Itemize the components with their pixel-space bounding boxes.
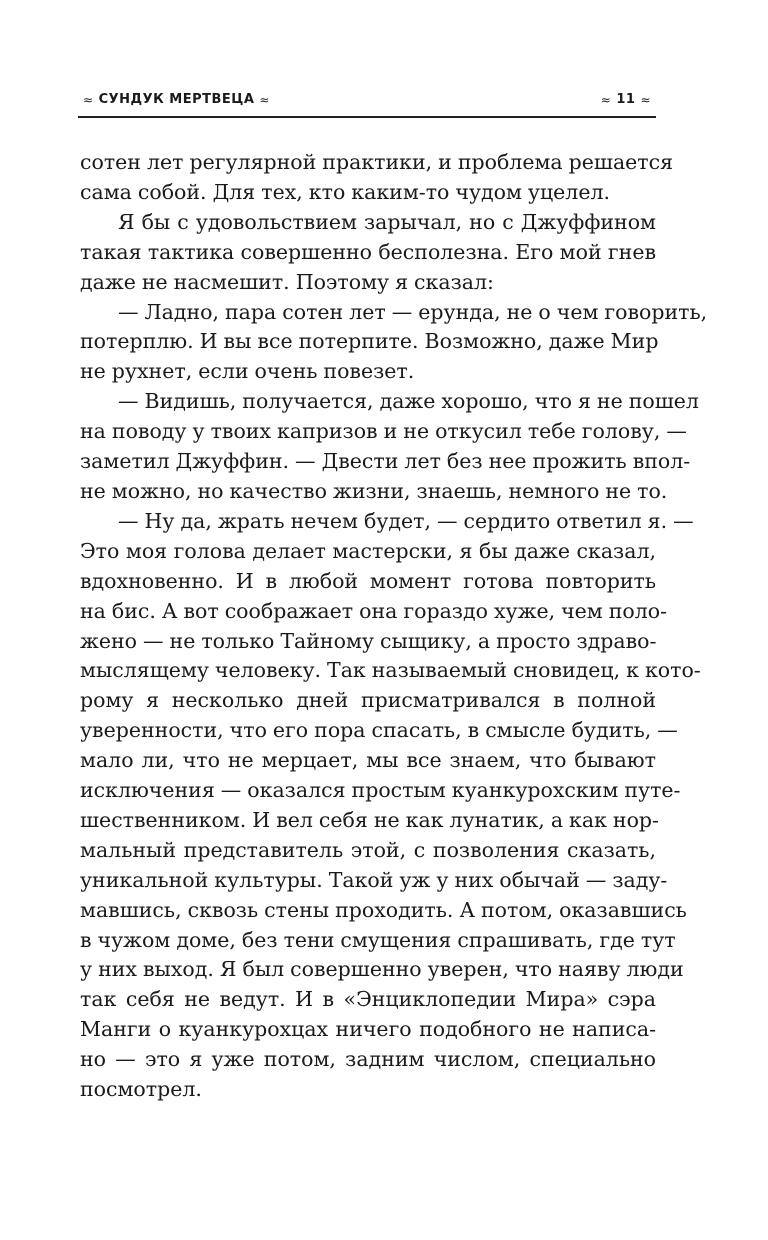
text-line: на бис. А вот соображает она гораздо хуже, чем поло- <box>80 598 668 623</box>
text-line: мавшись, сквозь стены проходить. А потом, оказавшись <box>80 897 687 922</box>
ornament-left-icon: ≈ <box>600 92 612 107</box>
text-line: на поводу у твоих капризов и не откусил тебе голову, — <box>80 419 687 444</box>
header-divider <box>78 116 656 118</box>
text-line: Это моя голова делает мастерски, я бы даже сказал, <box>80 538 656 563</box>
text-line: мыслящему человеку. Так называемый сновидец, к кото- <box>80 658 701 683</box>
text-line: заметил Джуффин. — Двести лет без нее прожить впол- <box>80 449 691 474</box>
text-line: рому я несколько дней присматривался в полной <box>80 688 656 713</box>
running-title: СУНДУК МЕРТВЕЦА <box>98 91 255 107</box>
text-line: вдохновенно. И в любой момент готова повторить <box>80 568 656 593</box>
page-number-group <box>596 92 656 107</box>
text-line: даже не насмешит. Поэтому я сказал: <box>80 269 494 294</box>
text-line: уникальной культуры. Такой уж у них обычай — заду- <box>80 867 668 892</box>
text-line: мало ли, что не мерцает, мы все знаем, что бывают <box>80 748 656 773</box>
ornament-right-icon: ≈ <box>259 92 270 107</box>
text-line: у них выход. Я был совершенно уверен, что наяву люди <box>80 957 684 982</box>
body-text <box>80 148 708 1105</box>
text-line: Манги о куанкурохцах ничего подобного не написа- <box>80 1017 656 1042</box>
text-line: — Ладно, пара сотен лет — ерунда, не о чем говорить, <box>118 299 708 324</box>
text-line: сотен лет регулярной практики, и проблема решается <box>80 150 674 174</box>
text-line: шественником. И вел себя не как лунатик, а как нор- <box>80 807 659 832</box>
text-line: такая тактика совершенно бесполезна. Его мой гнев <box>80 239 656 264</box>
text-line: не рухнет, если очень повезет. <box>80 359 415 384</box>
text-line: но — это я уже потом, задним числом, специально <box>80 1047 656 1072</box>
text-line: в чужом доме, без тени смущения спрашивать, где тут <box>80 927 676 952</box>
text-line: исключения — оказался простым куанкурохским путе- <box>80 778 681 803</box>
text-line: мальный представитель этой, с позволения сказать, <box>80 837 656 862</box>
text-line: потерплю. И вы все потерпите. Возможно, даже Мир <box>80 329 659 354</box>
text-line: не можно, но качество жизни, знаешь, немного не то. <box>80 478 668 503</box>
text-line: Я бы с удовольствием зарычал, но с Джуффином <box>118 209 656 234</box>
ornament-right-icon: ≈ <box>640 92 651 107</box>
page-number: 11 <box>616 91 636 107</box>
running-title-group <box>78 92 275 107</box>
text-line: сама собой. Для тех, кто каким-то чудом уцелел. <box>80 179 611 204</box>
text-line: жено — не только Тайному сыщику, а просто здраво- <box>80 628 657 653</box>
text-line: уверенности, что его пора спасать, в смысле будить, — <box>80 718 678 743</box>
running-header <box>78 88 656 110</box>
text-line: — Видишь, получается, даже хорошо, что я не пошел <box>118 389 699 414</box>
ornament-left-icon: ≈ <box>83 92 94 107</box>
text-line: посмотрел. <box>80 1077 202 1102</box>
text-line: — Ну да, жрать нечем будет, — сердито ответил я. — <box>118 508 694 533</box>
text-line: так себя не ведут. И в «Энциклопедии Мира» сэра <box>80 987 656 1012</box>
